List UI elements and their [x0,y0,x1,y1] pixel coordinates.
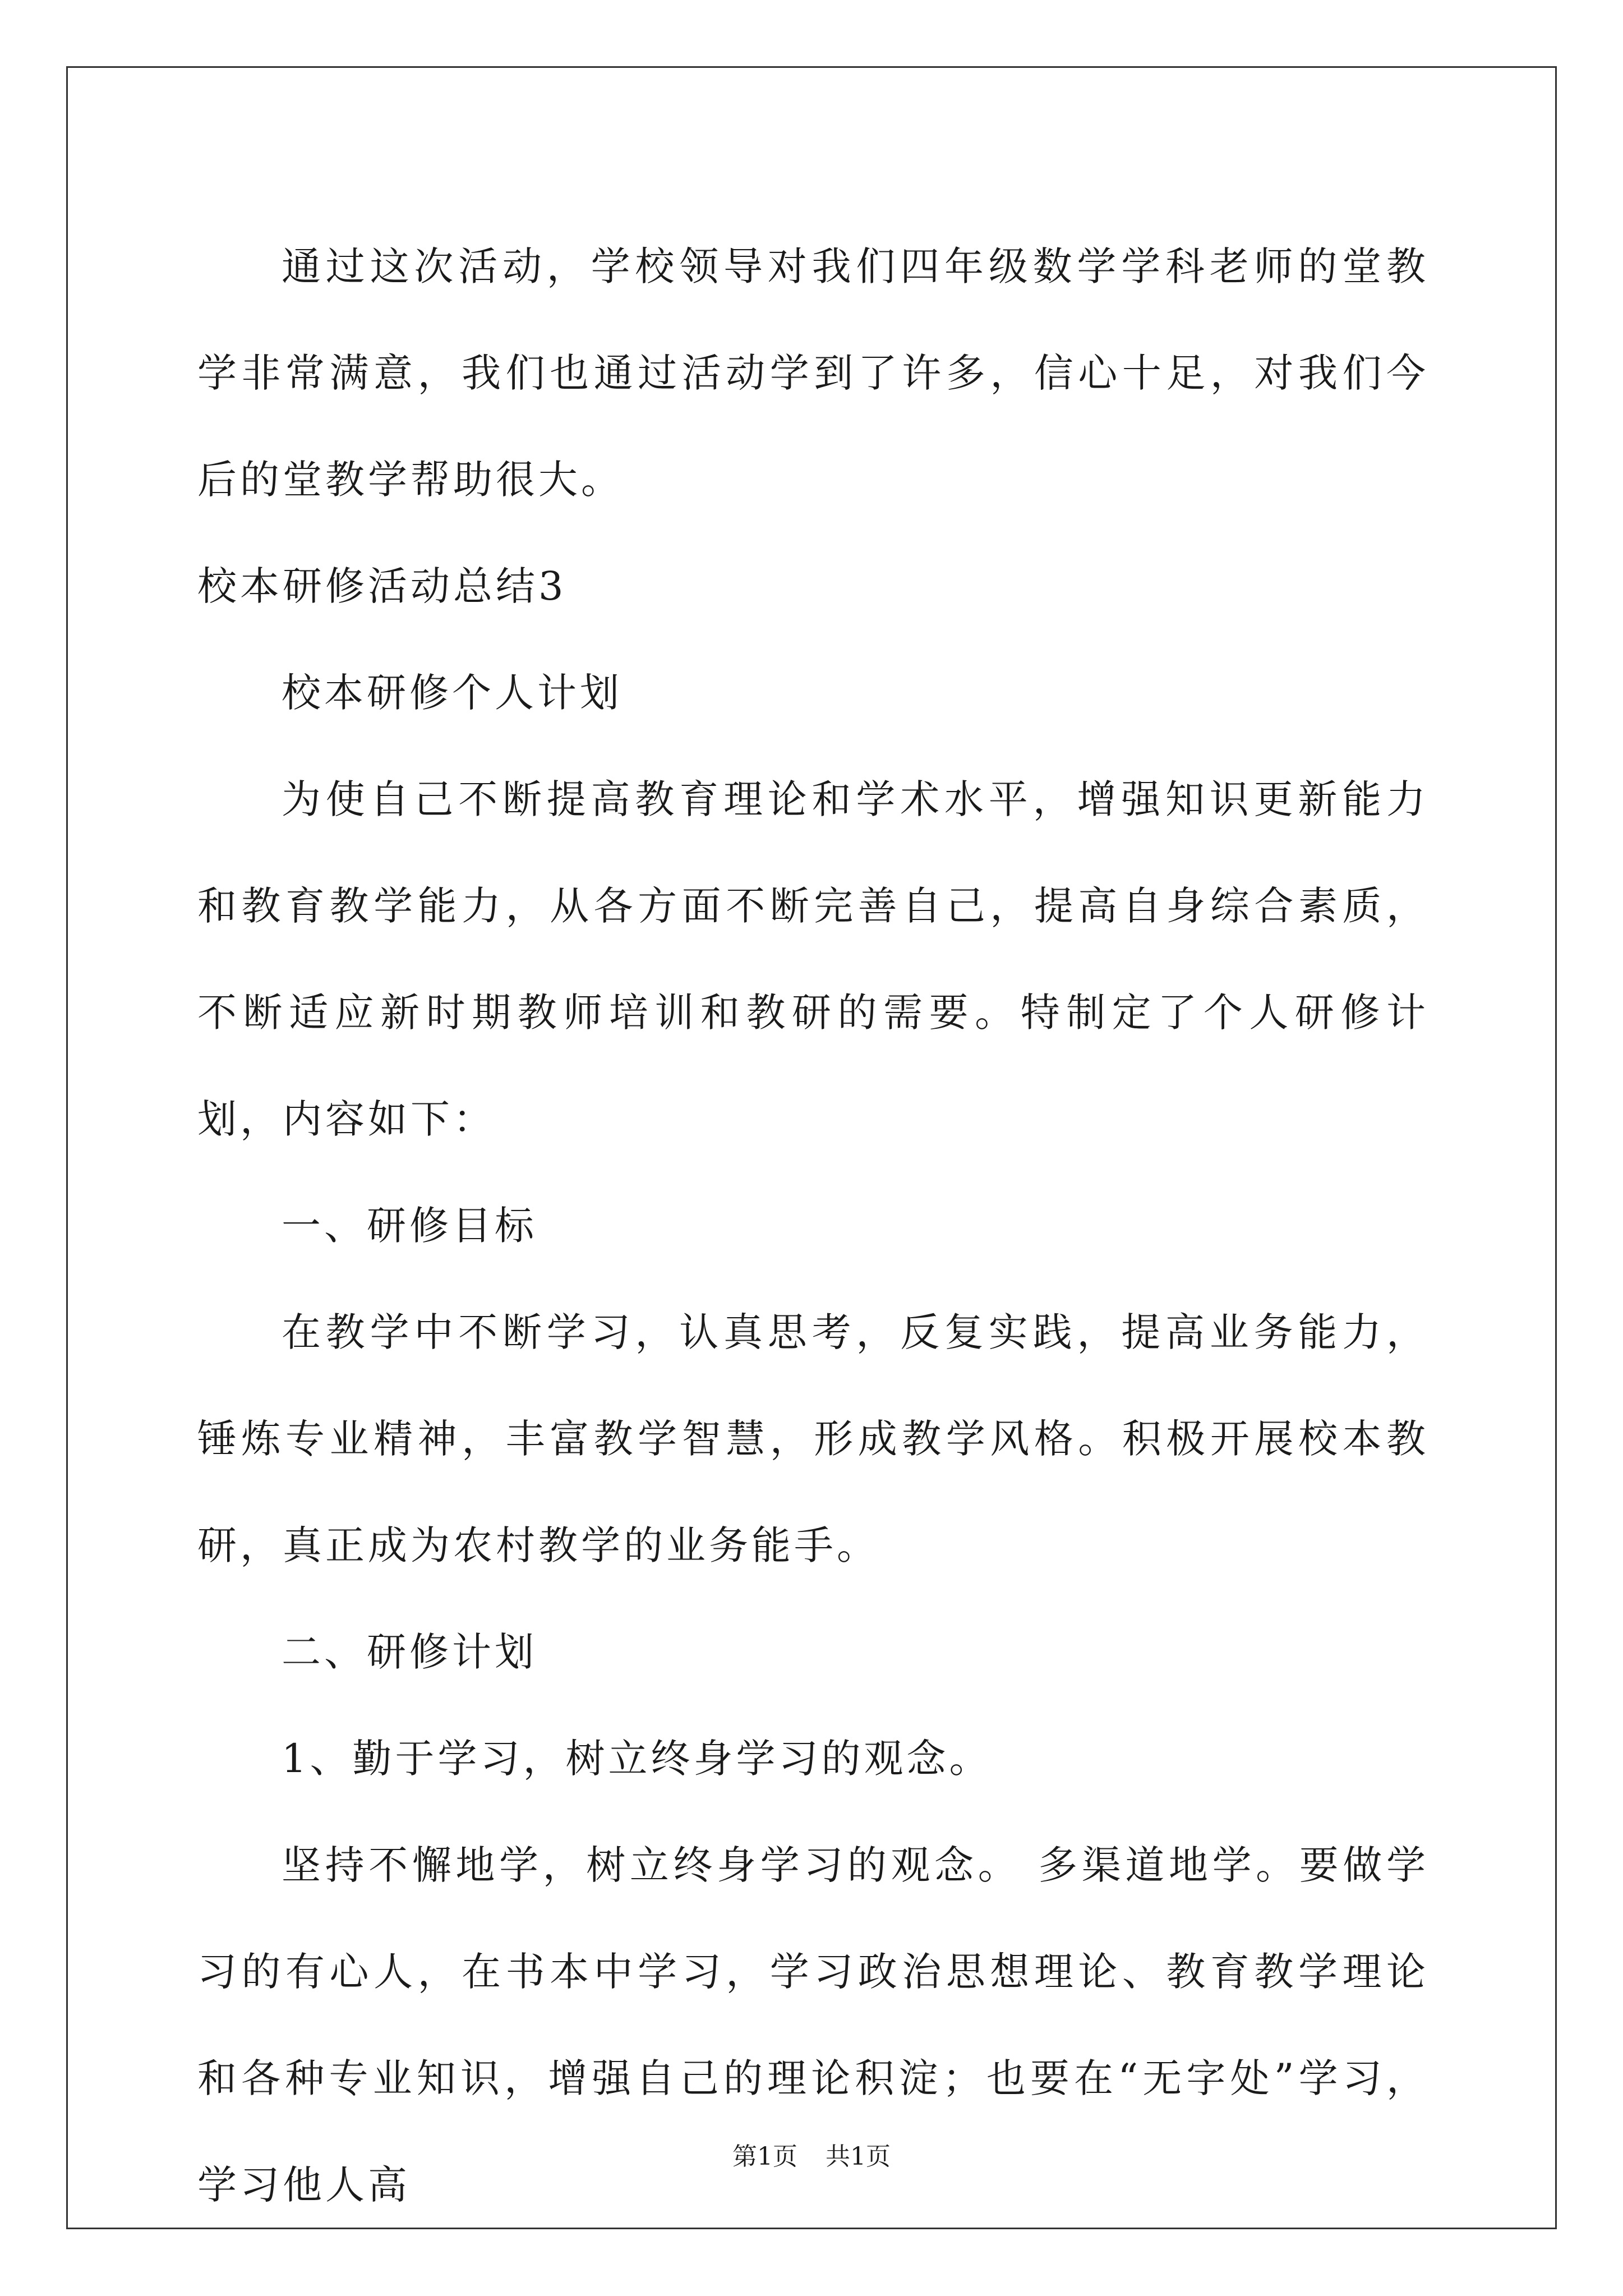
paragraph-plan-1: 坚持不懈地学，树立终身学习的观念。 多渠道地学。要做学习的有心人，在书本中学习，学习政治思想理论、教育教学理论和各种专业知识，增强自己的理论积淀；也要在“无字处”学习，学习他人高 [197,1842,1429,2208]
page-footer [0,2136,1623,2172]
paragraph-activity-summary: 通过这次活动，学校领导对我们四年级数学学科老师的堂教学非常满意，我们也通过活动学到了许多，信心十足，对我们今后的堂教学帮助很大。 [197,243,1429,503]
heading-plan: 二、研修计划 [282,1629,537,1675]
section-title: 校本研修活动总结3 [197,563,567,609]
paragraph-goals: 在教学中不断学习，认真思考，反复实践，提高业务能力，锤炼专业精神，丰富教学智慧，形成教学风格。积极开展校本教研，真正成为农村教学的业务能手。 [197,1309,1429,1568]
page-number: 第1页 [732,2142,797,2171]
page-total: 共1页 [826,2142,891,2171]
plan-item-1: 1、勤于学习，树立终身学习的观念。 [282,1736,992,1782]
heading-goals: 一、研修目标 [282,1203,537,1249]
subsection-title: 校本研修个人计划 [282,670,623,716]
paragraph-intro: 为使自己不断提高教育理论和学术水平，增强知识更新能力和教育教学能力，从各方面不断完善自己，提高自身综合素质，不断适应新时期教师培训和教研的需要。特制定了个人研修计划，内容如下： [197,776,1429,1142]
document-body [197,213,1429,2238]
